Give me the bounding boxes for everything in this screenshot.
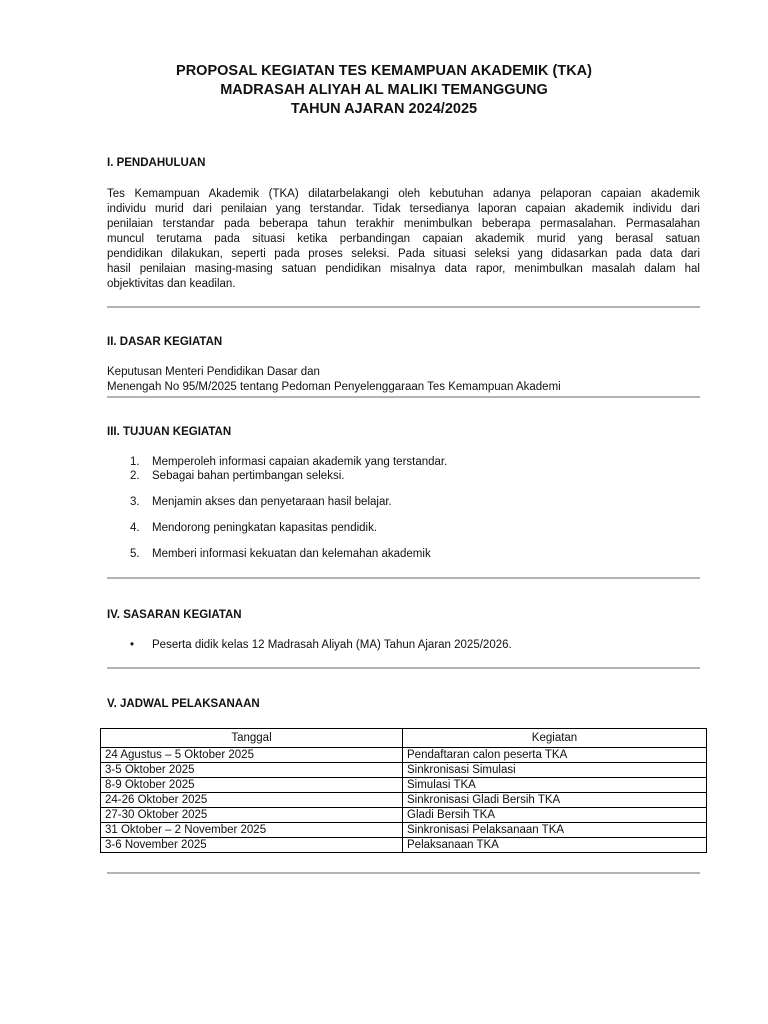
list-text: Memberi informasi kekuatan dan kelemahan akademik [152,548,431,560]
cell-kegiatan: Pendaftaran calon peserta TKA [403,748,707,763]
title-line-3: TAHUN AJARAN 2024/2025 [290,101,478,117]
section-divider [107,872,700,874]
table-row [101,763,707,778]
list-text: Mendorong peningkatan kapasitas pendidik. [152,522,378,534]
paragraph-line: individu murid dari penilaian yang terstandar. Tidak tersedianya laporan capaian akademik individu dari [107,203,700,215]
cell-kegiatan: Simulasi TKA [403,778,707,793]
list-item [130,522,377,534]
cell-tanggal: 31 Oktober – 2 November 2025 [101,823,403,838]
list-text: Menjamin akses dan penyetaraan hasil belajar. [152,496,392,508]
table-row [101,793,707,808]
schedule-table [100,728,707,853]
list-text: Memperoleh informasi capaian akademik yang terstandar. [152,456,448,468]
cell-kegiatan: Sinkronisasi Pelaksanaan TKA [403,823,707,838]
list-item [130,548,431,560]
list-item [130,639,512,651]
cell-tanggal: 24 Agustus – 5 Oktober 2025 [101,748,403,763]
section-divider [107,306,700,308]
section-heading-pendahuluan: I. PENDAHULUAN [107,157,206,169]
list-text: Sebagai bahan pertimbangan seleksi. [152,470,345,482]
paragraph-line: hasil penilaian masing-masing satuan pendidikan misalnya data rapor, menimbulkan masalah dalam hal [107,263,700,275]
cell-kegiatan: Sinkronisasi Gladi Bersih TKA [403,793,707,808]
table-row [101,808,707,823]
cell-tanggal: 3-5 Oktober 2025 [101,763,403,778]
cell-tanggal: 27-30 Oktober 2025 [101,808,403,823]
table-row [101,778,707,793]
title-line-1: PROPOSAL KEGIATAN TES KEMAMPUAN AKADEMIK (TKA) [176,63,592,79]
list-number: 1. [130,456,140,468]
cell-tanggal: 8-9 Oktober 2025 [101,778,403,793]
title-line-2: MADRASAH ALIYAH AL MALIKI TEMANGGUNG [220,82,548,98]
section-divider [107,667,700,669]
paragraph-line: Tes Kemampuan Akademik (TKA) dilatarbelakangi oleh kebutuhan adanya pelaporan capaian akademik [107,188,700,200]
bullet-icon: • [130,639,135,651]
cell-kegiatan: Pelaksanaan TKA [403,838,707,853]
pendahuluan-paragraph [107,187,700,292]
list-item [130,470,344,482]
dasar-line-1: Keputusan Menteri Pendidikan Dasar dan [107,366,320,378]
section-heading-dasar: II. DASAR KEGIATAN [107,336,223,348]
column-header-kegiatan: Kegiatan [403,729,707,748]
table-row [101,823,707,838]
cell-tanggal: 24-26 Oktober 2025 [101,793,403,808]
list-text: Peserta didik kelas 12 Madrasah Aliyah (MA) Tahun Ajaran 2025/2026. [152,639,512,651]
list-number: 3. [130,496,140,508]
table-header-row [101,729,707,748]
list-item [130,496,392,508]
paragraph-line: muncul terutama pada situasi ketika perbandingan capaian akademik murid yang berasal satuan [107,233,700,245]
section-heading-jadwal: V. JADWAL PELAKSANAAN [107,698,260,710]
document-title [0,62,768,119]
section-divider [107,396,700,398]
paragraph-line: objektivitas dan keadilan. [107,278,236,290]
dasar-line-2: Menengah No 95/M/2025 tentang Pedoman Penyelenggaraan Tes Kemampuan Akademi [107,381,561,393]
table-row [101,748,707,763]
column-header-tanggal: Tanggal [101,729,403,748]
list-number: 5. [130,548,140,560]
list-number: 4. [130,522,140,534]
list-item [130,456,447,468]
table-row [101,838,707,853]
section-heading-tujuan: III. TUJUAN KEGIATAN [107,426,232,438]
cell-kegiatan: Gladi Bersih TKA [403,808,707,823]
cell-tanggal: 3-6 November 2025 [101,838,403,853]
section-divider [107,577,700,579]
cell-kegiatan: Sinkronisasi Simulasi [403,763,707,778]
list-number: 2. [130,470,140,482]
section-heading-sasaran: IV. SASARAN KEGIATAN [107,609,242,621]
paragraph-line: penilaian terstandar pada beberapa tahun terakhir menimbulkan beberapa permasalahan. Permasalahan [107,218,700,230]
paragraph-line: pendidikan dilakukan, seperti pada proses seleksi. Pada situasi seleksi yang didasarkan pada data dari [107,248,700,260]
